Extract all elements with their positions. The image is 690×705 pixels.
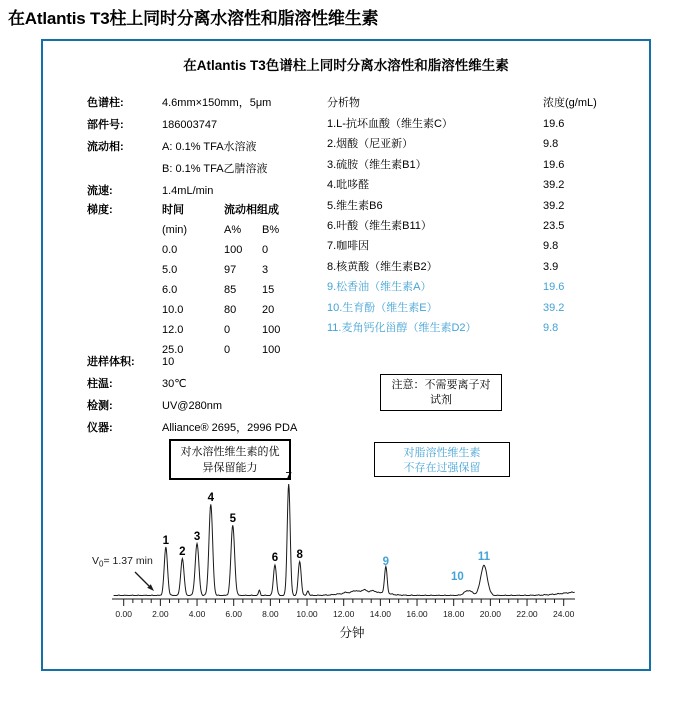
gradient-label: 梯度: bbox=[87, 204, 113, 216]
gradient-cell: 85 bbox=[224, 284, 237, 296]
peak-label-10: 10 bbox=[450, 571, 464, 583]
gradient-cell: 0 bbox=[262, 244, 269, 256]
gradient-header-row bbox=[162, 200, 306, 220]
note-line: 注意：不需要离子对 bbox=[391, 379, 491, 391]
analyte-row bbox=[327, 318, 597, 338]
condition-label: 检测: bbox=[87, 400, 113, 412]
gradient-data-row bbox=[162, 240, 306, 260]
gradient-cell: 100 bbox=[262, 324, 281, 336]
gradient-cell: 100 bbox=[262, 344, 281, 356]
x-tick-label: 12.00 bbox=[333, 609, 355, 619]
peak-label-7: 7 bbox=[285, 472, 292, 483]
gradient-subheader-a: A% bbox=[224, 224, 242, 236]
gradient-data-row bbox=[162, 260, 306, 280]
gradient-table bbox=[162, 200, 306, 360]
analyte-conc: 19.6 bbox=[543, 281, 565, 294]
peak-label-4: 4 bbox=[207, 492, 214, 504]
analyte-conc: 39.2 bbox=[543, 179, 565, 192]
gradient-header-composition: 流动相组成 bbox=[224, 204, 279, 216]
gradient-cell: 0.0 bbox=[162, 244, 178, 256]
analyte-conc: 39.2 bbox=[543, 199, 565, 212]
condition-row bbox=[87, 395, 297, 417]
x-axis-title: 分钟 bbox=[339, 626, 365, 640]
analyte-name: 9.松香油（维生素A） bbox=[327, 281, 432, 294]
gradient-subheader-min: (min) bbox=[162, 224, 188, 236]
analyte-name: 4.吡哆醛 bbox=[327, 179, 370, 192]
analyte-row bbox=[327, 257, 597, 277]
gradient-cell: 15 bbox=[262, 284, 275, 296]
condition-row bbox=[87, 92, 271, 114]
peak-label-8: 8 bbox=[296, 549, 303, 561]
condition-label: 柱温: bbox=[87, 378, 113, 390]
gradient-subheader-row bbox=[162, 220, 306, 240]
peak-label-3: 3 bbox=[193, 531, 201, 543]
analyte-name: 7.咖啡因 bbox=[327, 240, 370, 253]
analytes-header-conc: 浓度(g/mL) bbox=[543, 97, 597, 109]
condition-value: Alliance® 2695，2996 PDA bbox=[162, 422, 298, 434]
analyte-name: 6.叶酸（维生素B11） bbox=[327, 220, 432, 233]
analyte-conc: 23.5 bbox=[543, 220, 565, 233]
analyte-conc: 19.6 bbox=[543, 118, 565, 130]
analyte-row bbox=[327, 236, 597, 256]
x-tick-label: 8.00 bbox=[262, 609, 279, 619]
analyte-name: 3.硫胺（维生素B1） bbox=[327, 158, 427, 171]
v0-arrow-line bbox=[135, 572, 149, 586]
panel bbox=[41, 39, 651, 671]
analyte-name: 10.生育酚（维生素E） bbox=[327, 301, 438, 314]
condition-row bbox=[87, 136, 271, 158]
gradient-subheader-b: B% bbox=[262, 224, 280, 236]
note-line: 试剂 bbox=[430, 394, 452, 406]
gradient-cell: 100 bbox=[224, 244, 243, 256]
trace-path bbox=[114, 484, 575, 596]
condition-value: 186003747 bbox=[162, 119, 218, 131]
gradient-cell: 25.0 bbox=[162, 344, 184, 356]
gradient-cell: 12.0 bbox=[162, 324, 184, 336]
gradient-cell: 3 bbox=[262, 264, 269, 276]
gradient-data-row bbox=[162, 300, 306, 320]
gradient-cell: 97 bbox=[224, 264, 237, 276]
analyte-row bbox=[327, 114, 597, 134]
analyte-row bbox=[327, 175, 597, 195]
analyte-name: 5.维生素B6 bbox=[327, 199, 383, 212]
analyte-row bbox=[327, 155, 597, 175]
page-title: 在Atlantis T3柱上同时分离水溶性和脂溶性维生素 bbox=[8, 9, 379, 28]
gradient-cell: 0 bbox=[224, 324, 231, 336]
gradient-cell: 20 bbox=[262, 304, 275, 316]
gradient-cell: 10.0 bbox=[162, 304, 184, 316]
x-tick-label: 0.00 bbox=[115, 609, 132, 619]
callout-line: 不存在过强保留 bbox=[403, 462, 481, 474]
peak-label-6: 6 bbox=[271, 552, 279, 564]
analyte-row bbox=[327, 277, 597, 297]
analyte-conc: 9.8 bbox=[543, 138, 559, 151]
condition-value: A: 0.1% TFA水溶液 bbox=[162, 141, 257, 153]
condition-row bbox=[87, 180, 271, 202]
v0-annotation: $V_0= 1.37$ min bbox=[92, 555, 153, 569]
condition-label: 色谱柱: bbox=[87, 97, 124, 109]
gradient-header-time: 时间 bbox=[162, 204, 184, 216]
gradient-data-row bbox=[162, 280, 306, 300]
callout-line: 异保留能力 bbox=[202, 462, 258, 474]
condition-row bbox=[87, 417, 297, 439]
condition-row bbox=[87, 158, 271, 180]
conditions-section-2 bbox=[87, 351, 297, 439]
x-tick-label: 2.00 bbox=[152, 609, 169, 619]
peak-label-9: 9 bbox=[382, 556, 390, 568]
peak-label-5: 5 bbox=[229, 513, 236, 525]
analytes-header bbox=[327, 92, 597, 114]
condition-label: 进样体积: bbox=[87, 356, 135, 368]
x-tick-label: 16.00 bbox=[406, 609, 428, 619]
callout-line: 对脂溶性维生素 bbox=[403, 447, 481, 459]
condition-label: 流速: bbox=[87, 185, 113, 197]
condition-label: 流动相: bbox=[87, 141, 124, 153]
panel-title: 在Atlantis T3色谱柱上同时分离水溶性和脂溶性维生素 bbox=[183, 58, 509, 73]
gradient-cell: 0 bbox=[224, 344, 231, 356]
analyte-row bbox=[327, 134, 597, 154]
conditions-section bbox=[87, 92, 271, 202]
condition-value: 10 bbox=[162, 356, 175, 368]
peak-label-2: 2 bbox=[179, 546, 186, 558]
gradient-cell: 6.0 bbox=[162, 284, 178, 296]
condition-label bbox=[87, 158, 162, 180]
analyte-conc: 39.2 bbox=[543, 301, 565, 314]
condition-label: 仪器: bbox=[87, 422, 113, 434]
condition-value: 30℃ bbox=[162, 378, 187, 390]
callout-line: 对水溶性维生素的优 bbox=[180, 446, 280, 458]
condition-label: 部件号: bbox=[87, 119, 124, 131]
gradient-data-row bbox=[162, 320, 306, 340]
analyte-conc: 19.6 bbox=[543, 158, 565, 171]
analyte-conc: 9.8 bbox=[543, 322, 559, 335]
analyte-conc: 3.9 bbox=[543, 260, 559, 273]
x-tick-label: 20.00 bbox=[479, 609, 502, 619]
analyte-row bbox=[327, 298, 597, 318]
chromatogram-svg bbox=[62, 472, 622, 647]
analytes-header-name: 分析物 bbox=[327, 97, 360, 109]
condition-value: 1.4mL/min bbox=[162, 185, 214, 197]
analyte-name: 1.L-抗坏血酸（维生素C） bbox=[327, 118, 453, 130]
x-tick-label: 10.00 bbox=[296, 609, 318, 619]
peak-label-11: 11 bbox=[477, 551, 491, 563]
x-tick-label: 18.00 bbox=[443, 609, 465, 619]
analyte-name: 8.核黄酸（维生素B2） bbox=[327, 260, 438, 273]
analytes-section bbox=[327, 92, 597, 338]
analyte-row bbox=[327, 216, 597, 236]
condition-value: UV@280nm bbox=[162, 400, 223, 412]
x-tick-label: 24.00 bbox=[553, 609, 575, 619]
condition-value: 4.6mm×150mm，5μm bbox=[162, 97, 272, 109]
condition-row bbox=[87, 351, 297, 373]
gradient-cell: 5.0 bbox=[162, 264, 178, 276]
analyte-row bbox=[327, 196, 597, 216]
x-tick-label: 4.00 bbox=[188, 609, 206, 619]
gradient-section bbox=[87, 200, 306, 360]
analyte-conc: 9.8 bbox=[543, 240, 559, 253]
analyte-name: 2.烟酸（尼亚新） bbox=[327, 138, 414, 151]
peak-label-1: 1 bbox=[162, 535, 170, 547]
x-tick-label: 6.00 bbox=[225, 609, 242, 619]
analyte-name: 11.麦角钙化甾醇（维生素D2） bbox=[327, 322, 477, 335]
note-box-ion-pair bbox=[380, 374, 502, 411]
gradient-cell: 80 bbox=[224, 304, 237, 316]
x-tick-label: 22.00 bbox=[516, 609, 538, 619]
condition-row bbox=[87, 373, 297, 395]
x-tick-label: 14.00 bbox=[369, 609, 392, 619]
condition-row bbox=[87, 114, 271, 136]
condition-value: B: 0.1% TFA乙腈溶液 bbox=[162, 163, 268, 175]
